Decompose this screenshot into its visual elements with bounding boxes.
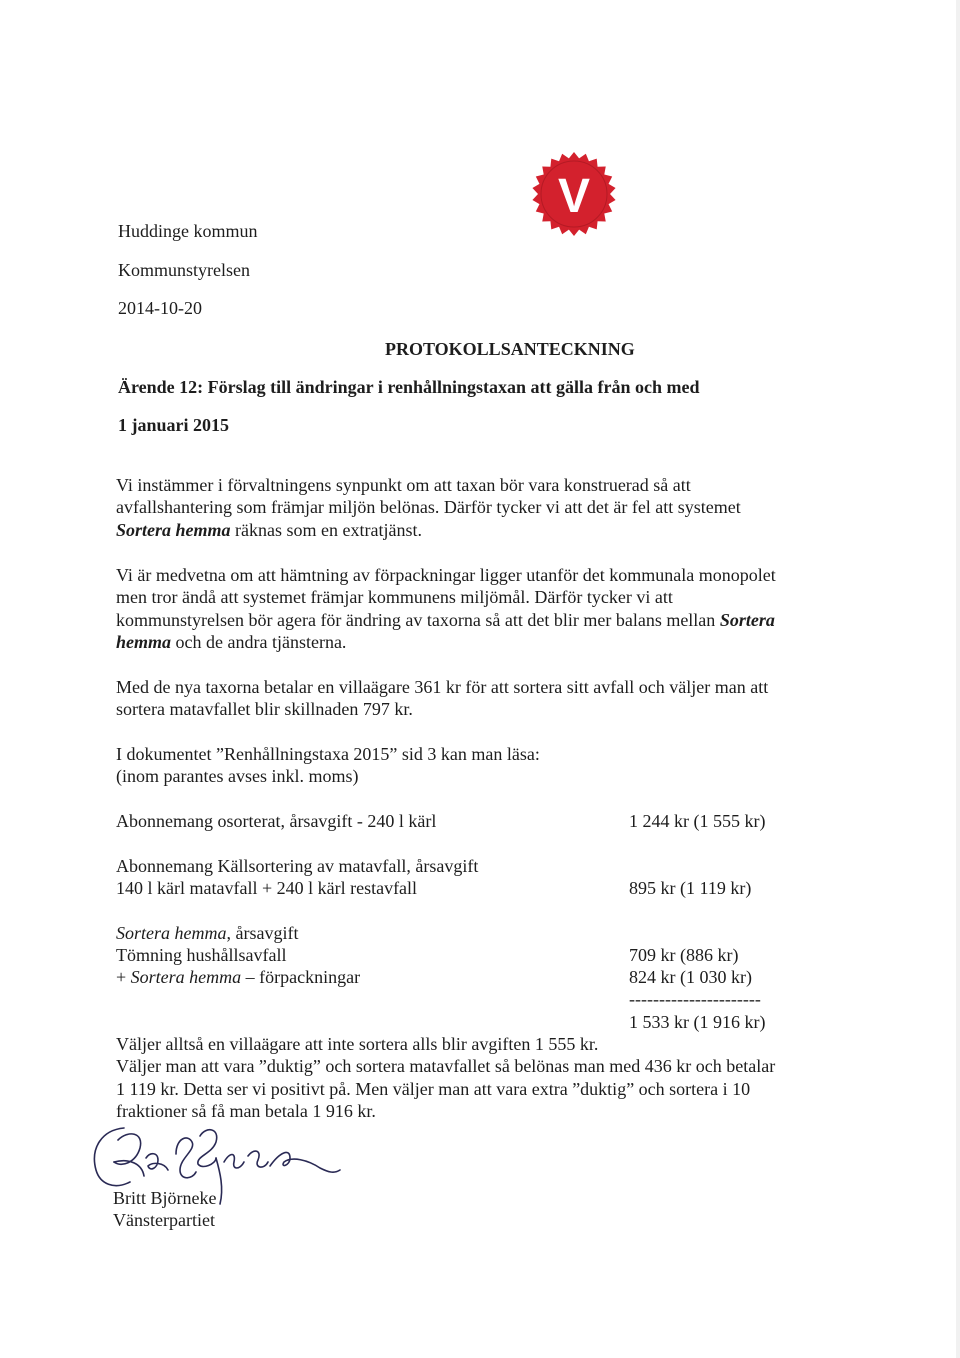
paragraph-1: [116, 474, 741, 541]
fee-row-2-value: 895 kr (1 119 kr): [629, 878, 752, 898]
page-edge-shadow: [956, 0, 960, 1358]
paragraph-2-line-4-rest: och de andra tjänsterna.: [171, 631, 347, 652]
paragraph-5-line-2: Väljer man att vara ”duktig” och sortera matavfallet så belönas man med 436 kr och betalar: [116, 1056, 776, 1077]
paragraph-1-line-1: Vi instämmer i förvaltningens synpunkt om att taxan bör vara konstruerad så att: [116, 475, 691, 495]
paragraph-1-line-3: [116, 519, 741, 541]
paragraph-4-line-1: I dokumentet ”Renhållningstaxa 2015” sid 3 kan man läsa:: [116, 744, 540, 764]
fee-row-2-label-1: Abonnemang Källsortering av matavfall, årsavgift: [116, 856, 479, 876]
fee-row-3-heading-em: Sortera hemma: [116, 923, 227, 943]
subject-line-1: Ärende 12: Förslag till ändringar i renhållningstaxan att gälla från och med: [118, 377, 700, 397]
fee-row-1-value: 1 244 kr (1 555 kr): [629, 811, 766, 831]
paragraph-3-line-1: Med de nya taxorna betalar en villaägare 361 kr för att sortera sitt avfall och väljer man att: [116, 677, 769, 697]
paragraph-5-line-3: 1 119 kr. Detta ser vi positivt på. Men väljer man att vara extra ”duktig” och sortera i 10: [116, 1078, 751, 1099]
fee-row-3-sub-2-rest: – förpackningar: [241, 967, 361, 987]
fee-row-2-label-2: 140 l kärl matavfall + 240 l kärl restavfall: [116, 878, 418, 898]
subject-line-2: 1 januari 2015: [118, 415, 230, 435]
fee-row-3-sub-2: [116, 966, 360, 988]
paragraph-5-line-1: Väljer alltså en villaägare att inte sortera alls blir avgiften 1 555 kr.: [116, 1034, 599, 1054]
paragraph-5: [116, 1033, 775, 1122]
paragraph-2-line-1: Vi är medvetna om att hämtning av förpackningar ligger utanför det kommunala monopolet: [116, 565, 776, 585]
signatory-name: Britt Björneke: [113, 1188, 217, 1208]
fee-row-3-sub-2-prefix: +: [116, 967, 131, 987]
paragraph-3: [116, 676, 768, 721]
paragraph-2-line-3-text: kommunstyrelsen bör agera för ändring av taxorna så att det blir mer balans mellan: [116, 609, 720, 630]
paragraph-3-line-2: sortera matavfallet blir skillnaden 797 kr.: [116, 699, 413, 720]
fee-row-3-heading-rest: , årsavgift: [226, 923, 299, 943]
fee-row-1-label: Abonnemang osorterat, årsavgift - 240 l kärl: [116, 811, 437, 831]
paragraph-4-line-2: (inom parantes avses inkl. moms): [116, 766, 359, 787]
logo-letter: V: [557, 170, 591, 223]
sortera-emphasis: Sortera: [719, 609, 775, 630]
fee-row-3-sub-1: Tömning hushållsavfall: [116, 945, 287, 965]
fee-row-3-sub-1-value: 709 kr (886 kr): [629, 945, 739, 965]
document-title: PROTOKOLLSANTECKNING: [385, 339, 635, 359]
paragraph-2: [116, 564, 776, 653]
party-v-carnation-logo: [530, 150, 618, 238]
fee-row-3-total: 1 533 kr (1 916 kr): [629, 1012, 766, 1032]
fee-row-3-sub-2-em: Sortera hemma: [130, 967, 242, 987]
paragraph-1-line-2: avfallshantering som främjar miljön belönas. Därför tycker vi att det är fel att systemet: [116, 497, 741, 518]
hemma-emphasis: hemma: [116, 631, 172, 652]
paragraph-5-line-4: fraktioner så få man betala 1 916 kr.: [116, 1100, 376, 1121]
board-name: Kommunstyrelsen: [118, 260, 250, 280]
paragraph-2-line-4: [116, 631, 776, 653]
paragraph-2-line-2: men tror ändå att systemet främjar kommunens miljömål. Därför tycker vi att: [116, 587, 673, 608]
fee-separator: ----------------------: [629, 989, 761, 1009]
paragraph-1-line-3-rest: räknas som en extratjänst.: [230, 519, 422, 540]
fee-row-3-sub-2-value: 824 kr (1 030 kr): [629, 967, 752, 987]
paragraph-2-line-3: [116, 609, 776, 631]
recipient: Huddinge kommun: [118, 221, 258, 241]
signatory-party: Vänsterpartiet: [113, 1210, 215, 1230]
sortera-hemma-emphasis: Sortera hemma: [116, 519, 231, 540]
paragraph-4: [116, 743, 540, 788]
document-date: 2014-10-20: [118, 298, 202, 318]
fee-row-3-heading: [116, 922, 298, 944]
